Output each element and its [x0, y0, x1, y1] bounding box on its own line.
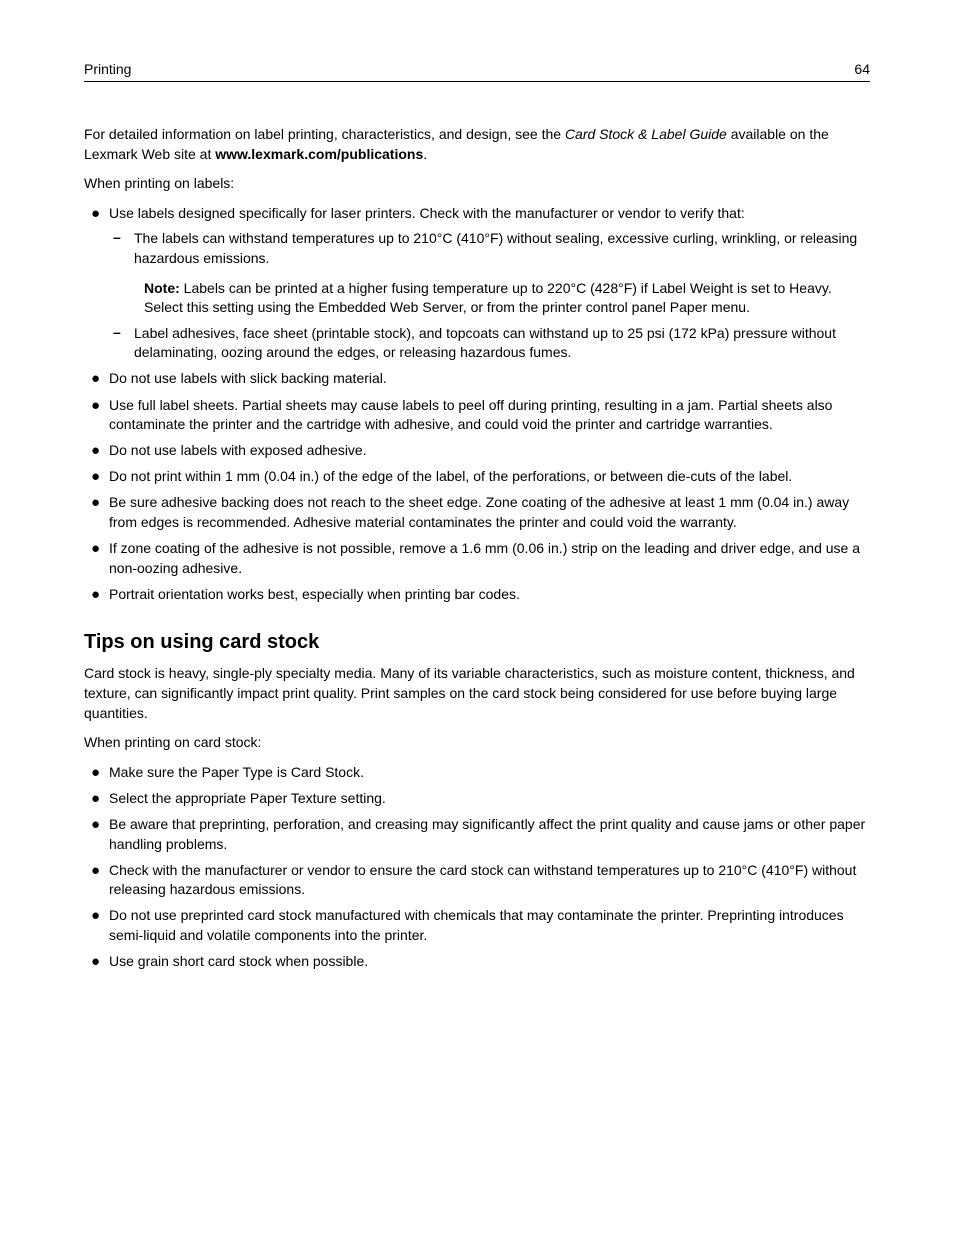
lexmark-url: www.lexmark.com/publications: [215, 145, 424, 162]
dash-icon: –: [113, 229, 121, 246]
list-item: ● Be sure adhesive backing does not reach to the sheet edge. Zone coating of the adhesive at least 1 mm (0.04 in.) away from edges is recommended. Adhesive material contaminates the printer and could void the warranty.: [91, 494, 850, 530]
section-title: Printing: [84, 61, 132, 77]
bullet-icon: ●: [91, 815, 101, 833]
bullet-icon: ●: [91, 907, 101, 925]
sub-list-item: – The labels can withstand temperatures up to 210°C (410°F) without sealing, excessive curling, wrinkling, or releasing hazardous emissions. Note: Labels can be printed at a higher fusing temperature up to 220°C (428°F) if Label Weight is set to Heavy. Select this setting using the Embedded Web Server, or from the printer control panel Paper menu.: [109, 229, 870, 317]
list-item: ● Make sure the Paper Type is Card Stock.: [91, 763, 364, 781]
list-item: ● Portrait orientation works best, especially when printing bar codes.: [91, 585, 520, 603]
bullet-icon: ●: [91, 468, 101, 486]
bullet-icon: ●: [91, 396, 101, 414]
list-item: ● Select the appropriate Paper Texture setting.: [91, 789, 386, 807]
list-item: ● Be aware that preprinting, perforation, and creasing may significantly affect the print quality and cause jams or other paper handling problems.: [91, 815, 866, 852]
list-item: ● Check with the manufacturer or vendor to ensure the card stock can withstand temperatures up to 210°C (410°F) without releasing hazardous emissions.: [91, 861, 857, 898]
labels-bullet-list: [84, 204, 870, 605]
page-content: [84, 125, 870, 978]
list-item: ● Use full label sheets. Partial sheets may cause labels to peel off during printing, resulting in a jam. Partial sheets also contaminate the printer and the cartridge with adhesive, and could void the printer and cartridge warranties.: [91, 396, 833, 433]
card-stock-lead: When printing on card stock:: [84, 734, 262, 751]
list-item: ● Do not use labels with slick backing material.: [91, 370, 387, 388]
list-item: ● Do not use preprinted card stock manufactured with chemicals that may contaminate the printer. Preprinting introduces semi-liquid and volatile components into the printer.: [91, 907, 844, 943]
labels-sub-list: [109, 229, 870, 363]
list-item: ● Do not print within 1 mm (0.04 in.) of the edge of the label, of the perforations, or between die-cuts of the label.: [91, 468, 793, 486]
dash-icon: –: [113, 323, 121, 340]
page-header: [84, 60, 870, 82]
bullet-icon: ●: [91, 763, 101, 781]
list-item: ● If zone coating of the adhesive is not possible, remove a 1.6 mm (0.06 in.) strip on the leading and driver edge, and use a non-oozing adhesive.: [91, 540, 861, 576]
labels-lead: When printing on labels:: [84, 175, 235, 192]
bullet-icon: ●: [91, 585, 101, 603]
card-stock-intro: Card stock is heavy, single-ply specialty media. Many of its variable characteristics, such as moisture content, thickness, and texture, can significantly impact print quality. Print samples on the card stock being considered for use before buying large quantities.: [84, 665, 855, 721]
bullet-icon: ●: [91, 204, 101, 222]
page-number: 64: [854, 61, 870, 77]
card-stock-heading: Tips on using card stock: [84, 631, 320, 654]
bullet-icon: ●: [91, 442, 101, 460]
bullet-icon: ●: [91, 953, 101, 970]
intro-paragraph: For detailed information on label printing, characteristics, and design, see the Card Stock & Label Guide available on the Lexmark Web site at www.lexmark.com/publications.: [84, 126, 829, 162]
list-item: ● Use grain short card stock when possible.: [91, 953, 369, 970]
list-item: ● Use labels designed specifically for laser printers. Check with the manufacturer or vendor to verify that: – The labels can withstand temperatures up to 210°C (410°F) without sealing, excessive curling, wrinkling, or releasing hazardous emissions. Note: Labels can be printed at a higher fusing temperature up to 220°C (428°F) if Label Weight is set to Heavy. Select this setting using the Embedded Web Server, or from the printer control panel Paper menu. – Label adhesives, face sheet (printable stock), and topcoats can withstand up to 25 psi (172 kPa) pressure without delaminating, oozing around the edges, or releasing hazardous fumes.: [84, 204, 870, 363]
bullet-icon: ●: [91, 494, 101, 512]
bullet-icon: ●: [91, 861, 101, 879]
list-item: ● Do not use labels with exposed adhesive.: [91, 442, 367, 460]
bullet-icon: ●: [91, 370, 101, 388]
note: Note: Labels can be printed at a higher fusing temperature up to 220°C (428°F) if Label Weight is set to Heavy. Select this setting using the Embedded Web Server, or from the printer control panel Paper menu.: [144, 279, 832, 316]
bullet-icon: ●: [91, 540, 101, 558]
bullet-icon: ●: [91, 789, 101, 807]
guide-title: Card Stock & Label Guide: [564, 126, 727, 142]
card-stock-bullet-list: [84, 763, 870, 972]
sub-list-item: – Label adhesives, face sheet (printable stock), and topcoats can withstand up to 25 psi (172 kPa) pressure without delaminating, oozing around the edges, or releasing hazardous fumes.: [113, 323, 836, 361]
